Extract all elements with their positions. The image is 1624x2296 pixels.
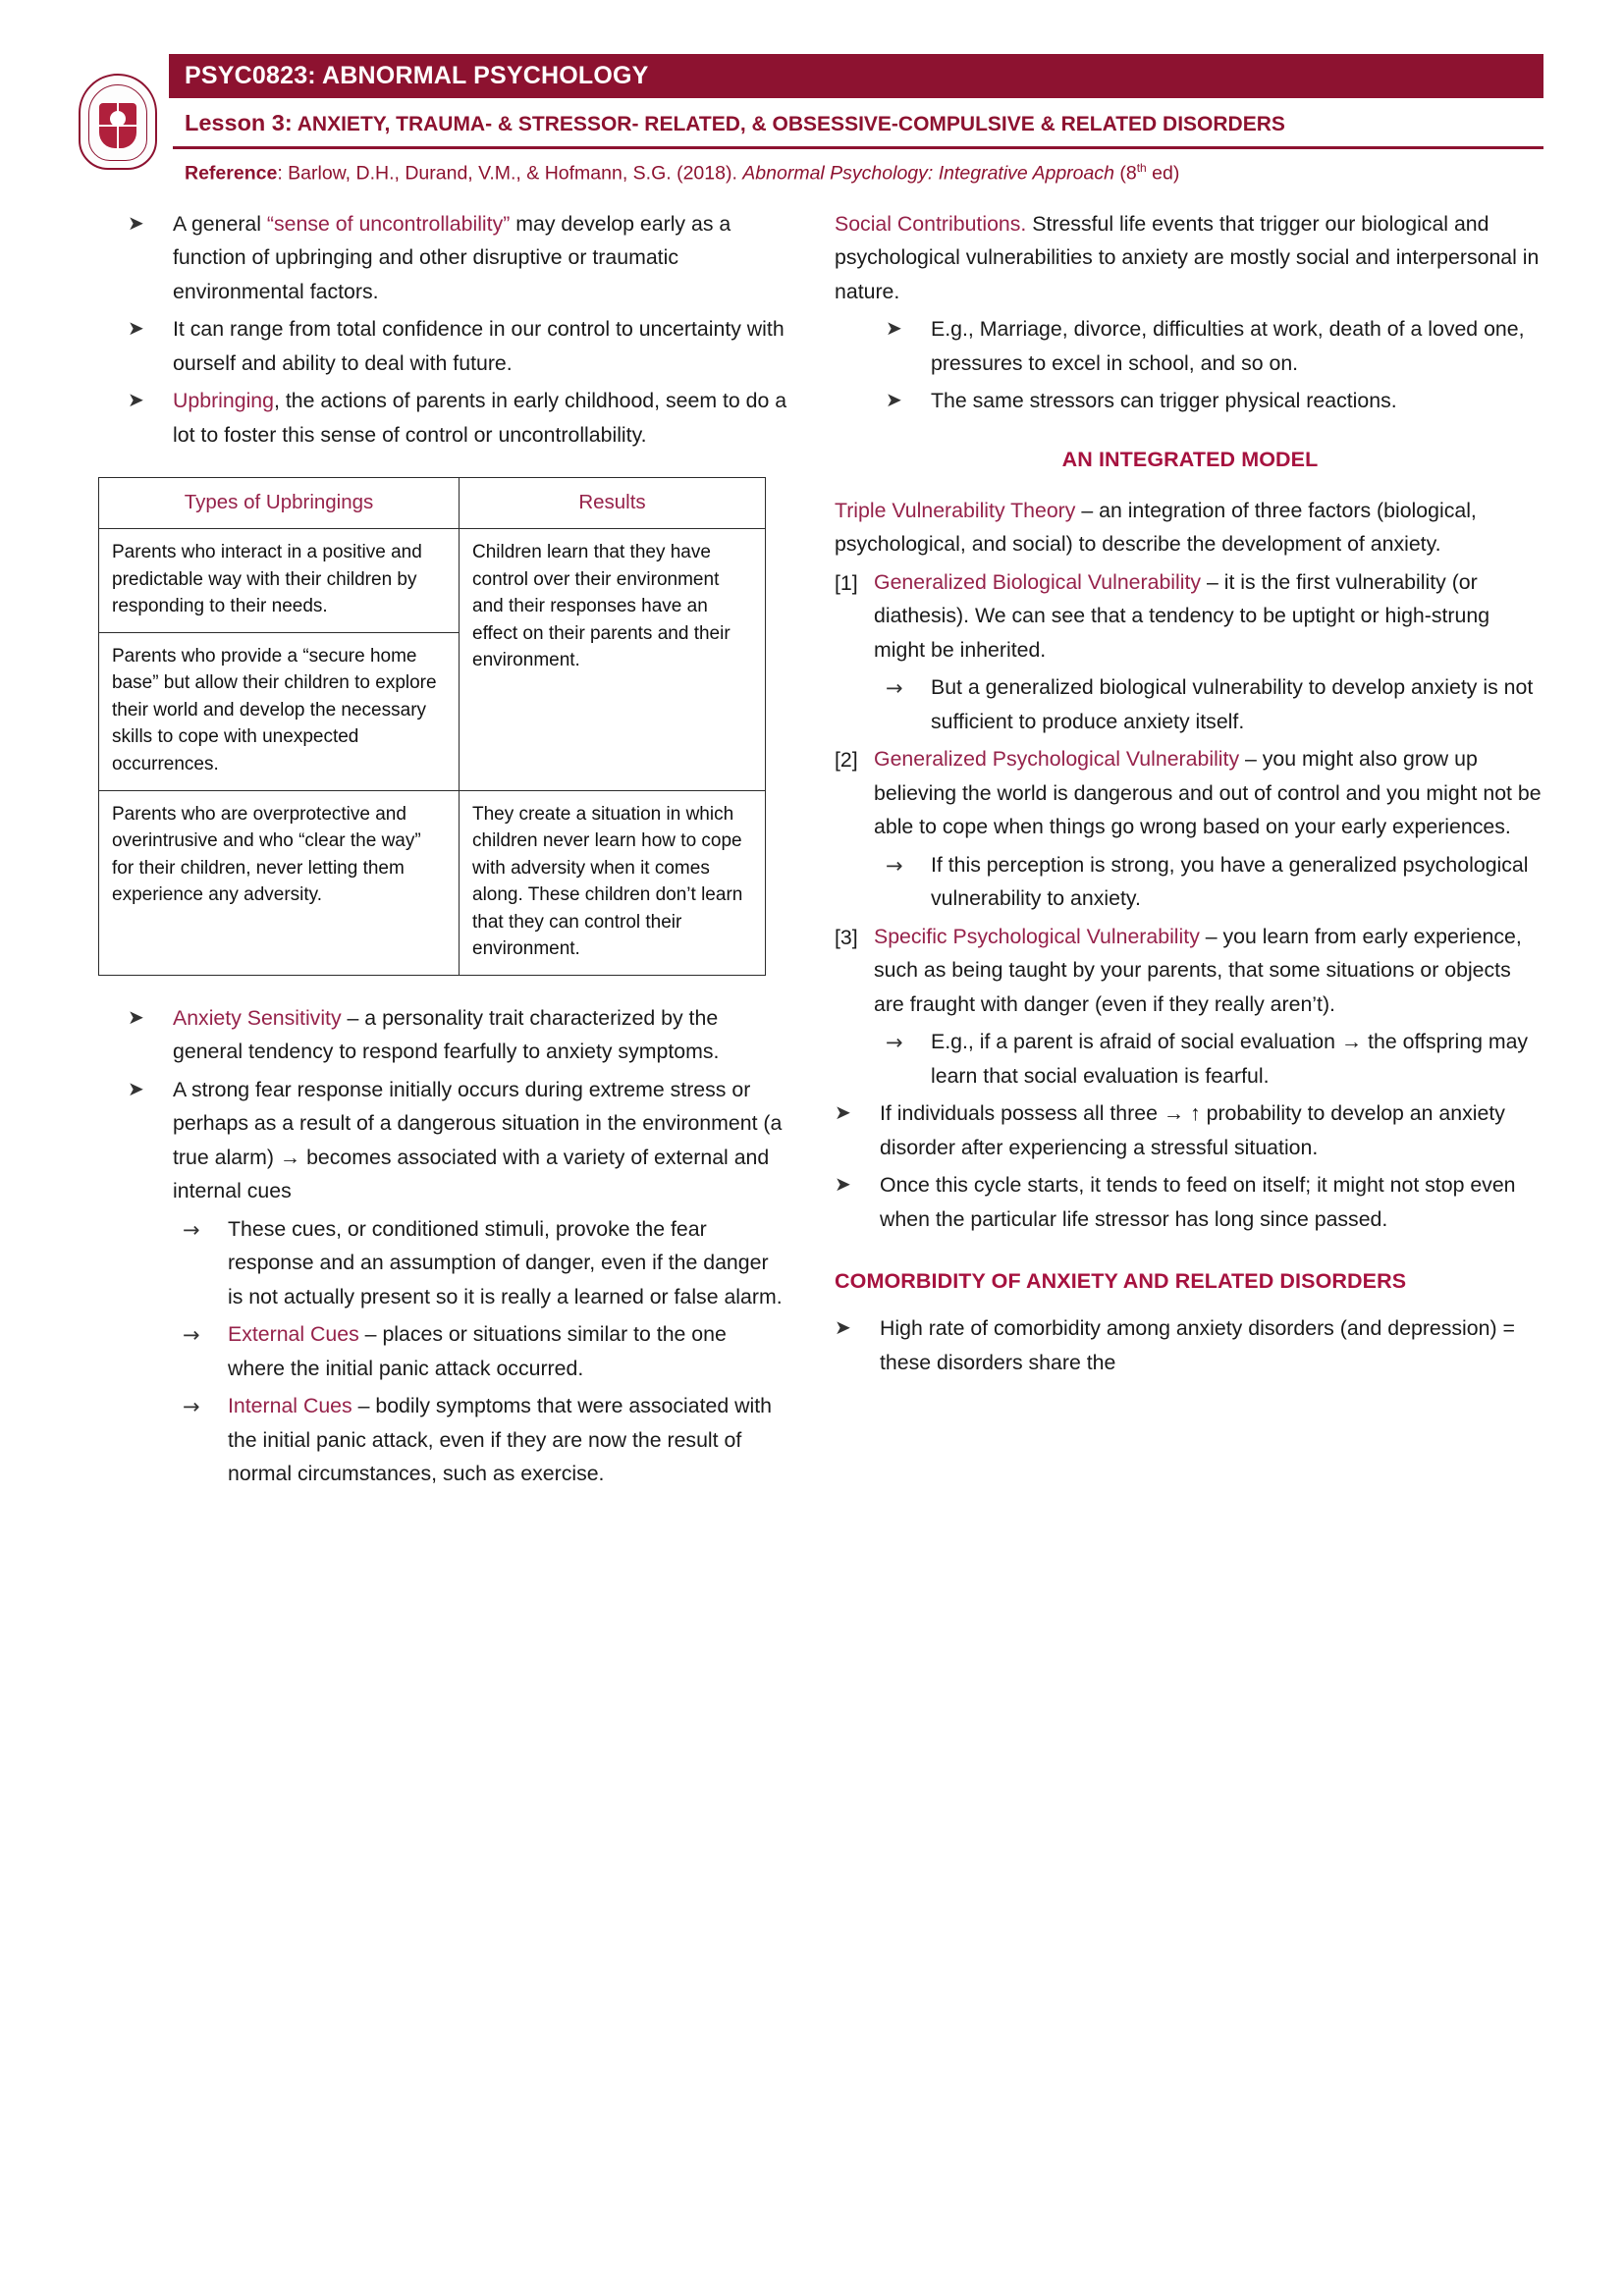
- bullet-marker: ➤: [128, 318, 144, 341]
- text-post: may develop early as a function of upbringing and other disruptive or traumatic environmental factors.: [173, 211, 731, 303]
- list-item-text: Once this cycle starts, it tends to feed on itself; it might not stop even when the particular life stressor has long since passed.: [880, 1173, 1516, 1231]
- numbered-item-text: [874, 920, 1545, 1022]
- social-contributions-paragraph: [835, 207, 1545, 309]
- triple-vulnerability-paragraph: [835, 494, 1545, 561]
- arrow-marker: →: [886, 676, 903, 701]
- list-item: [835, 1168, 1545, 1236]
- list-item: [835, 1096, 1545, 1164]
- reference-edition-sup: th: [1136, 161, 1147, 176]
- table-cell-result: Children learn that they have control over their environment and their responses have an effect on their parents and their environment.: [460, 529, 766, 790]
- left-column: [77, 207, 787, 1495]
- content-columns: [0, 186, 1624, 1495]
- list-item-text: If individuals possess all three → ↑ probability to develop an anxiety disorder after experiencing a stressful situation.: [880, 1101, 1505, 1159]
- list-item-text: If this perception is strong, you have a generalized psychological vulnerability to anxiety.: [931, 852, 1529, 911]
- list-item-text: A strong fear response initially occurs during extreme stress or perhaps as a result of a dangerous situation in the environment (a true alarm) → becomes associated with a variety of external and internal cues: [173, 1077, 783, 1203]
- list-item: [183, 1317, 787, 1385]
- bullet-marker: ➤: [128, 212, 144, 235]
- page-header: [0, 0, 1624, 186]
- highlight-term: Specific Psychological Vulnerability: [874, 924, 1200, 948]
- course-title-bar: PSYC0823: ABNORMAL PSYCHOLOGY: [169, 54, 1543, 98]
- highlight-term: Anxiety Sensitivity: [173, 1005, 342, 1030]
- number-marker: [2]: [835, 748, 858, 773]
- list-item-text: These cues, or conditioned stimuli, provoke the fear response and an assumption of danger, even if the danger is not actually present so it is really a learned or false alarm.: [228, 1216, 783, 1308]
- table-header-row: [99, 478, 766, 529]
- reference-edition-post: ed): [1146, 162, 1180, 185]
- text-pre: A general: [173, 211, 267, 236]
- arrow-marker: →: [886, 853, 903, 878]
- bullet-marker: ➤: [128, 1006, 144, 1029]
- bullet-marker: ➤: [835, 1174, 851, 1197]
- text-post: , the actions of parents in early childhood, seem to do a lot to foster this sense of control or uncontrollability.: [173, 389, 787, 447]
- bullet-marker: ➤: [886, 390, 902, 412]
- text-post: – you learn from early experience, such as being taught by your parents, that some situations or objects are fraught with danger (even if they really aren’t).: [874, 924, 1522, 1016]
- bullet-marker: ➤: [128, 390, 144, 412]
- arrow-marker: →: [183, 1217, 200, 1242]
- lesson-title-text: ANXIETY, TRAUMA- & STRESSOR- RELATED, & OBSESSIVE-COMPULSIVE & RELATED DISORDERS: [292, 113, 1285, 136]
- list-item: [886, 312, 1545, 380]
- list-item-text: High rate of comorbidity among anxiety disorders (and depression) = these disorders share the: [880, 1316, 1515, 1374]
- university-seal-icon: [73, 74, 163, 172]
- list-item-text: [228, 1317, 787, 1385]
- table-header-results: Results: [460, 478, 766, 529]
- text-post: – you might also grow up believing the world is dangerous and out of control and you might not be able to cope when things go wrong based on your early experiences.: [874, 747, 1542, 839]
- reference-text: : Barlow, D.H., Durand, V.M., & Hofmann, S.G. (2018).: [277, 162, 743, 185]
- reference-line: [169, 149, 1543, 186]
- list-item: [886, 670, 1545, 738]
- table-cell-type: Parents who interact in a positive and predictable way with their children by responding to their needs.: [99, 529, 460, 633]
- section-heading-integrated-model: AN INTEGRATED MODEL: [1061, 447, 1319, 471]
- list-item-text: [173, 384, 787, 452]
- number-marker: [3]: [835, 925, 858, 949]
- text-post: – an integration of three factors (biological, psychological, and social) to describe the development of anxiety.: [835, 498, 1477, 557]
- bullet-marker: ➤: [128, 1078, 144, 1100]
- table-row: [99, 790, 766, 975]
- list-item-text: [173, 1001, 787, 1069]
- upbringings-table: [98, 477, 766, 975]
- arrow-marker: →: [886, 1031, 903, 1055]
- text-post: – places or situations similar to the one where the initial panic attack occurred.: [228, 1322, 727, 1380]
- table-header-types: Types of Upbringings: [99, 478, 460, 529]
- reference-label: Reference: [185, 162, 278, 185]
- table-cell-type: Parents who are overprotective and overintrusive and who “clear the way” for their children, never letting them experience any adversity.: [99, 790, 460, 975]
- text-post: – it is the first vulnerability (or diathesis). We can see that a tendency to be uptight or high-strung might be inherited.: [874, 569, 1490, 662]
- section-heading-comorbidity: COMORBIDITY OF ANXIETY AND RELATED DISORDERS: [835, 1269, 1407, 1294]
- numbered-item: [835, 565, 1545, 667]
- highlight-term: Triple Vulnerability Theory: [835, 498, 1076, 522]
- list-item: [128, 1001, 787, 1069]
- text-post: Stressful life events that trigger our biological and psychological vulnerabilities to anxiety are mostly social and interpersonal in nature.: [835, 211, 1540, 303]
- bullet-marker: ➤: [835, 1317, 851, 1340]
- list-item-text: It can range from total confidence in our control to uncertainty with ourself and ability to deal with future.: [173, 317, 785, 375]
- lesson-title: [169, 98, 1543, 144]
- text-post: – a personality trait characterized by the general tendency to respond fearfully to anxiety symptoms.: [173, 1005, 720, 1064]
- table-cell-type: Parents who provide a “secure home base” but allow their children to explore their world and develop the necessary skills to cope with unexpected occurrences.: [99, 632, 460, 790]
- table-cell-result: They create a situation in which children never learn how to cope with adversity when it comes along. These children don’t learn that they can control their environment.: [460, 790, 766, 975]
- list-item-text: But a generalized biological vulnerability to develop anxiety is not sufficient to produce anxiety itself.: [931, 675, 1534, 733]
- highlight-term: Generalized Biological Vulnerability: [874, 569, 1202, 594]
- list-item: [128, 312, 787, 380]
- table-row: [99, 529, 766, 633]
- bullet-marker: ➤: [835, 1102, 851, 1125]
- list-item: [183, 1389, 787, 1491]
- number-marker: [1]: [835, 570, 858, 595]
- reference-book-title: Abnormal Psychology: Integrative Approach: [742, 162, 1114, 185]
- list-item: [886, 1025, 1545, 1093]
- lesson-label: Lesson 3:: [185, 110, 293, 136]
- list-item: [835, 1311, 1545, 1379]
- right-column: [835, 207, 1545, 1495]
- reference-edition-pre: (8: [1113, 162, 1137, 185]
- list-item-text: [173, 207, 787, 309]
- numbered-item-text: [874, 565, 1545, 667]
- numbered-item: [835, 920, 1545, 1022]
- list-item-text: [228, 1389, 787, 1491]
- list-item: [886, 384, 1545, 418]
- list-item-text: The same stressors can trigger physical reactions.: [931, 389, 1397, 413]
- highlight-term: Social Contributions.: [835, 211, 1027, 236]
- bullet-marker: ➤: [886, 318, 902, 341]
- list-item: [128, 384, 787, 452]
- list-item: [183, 1212, 787, 1314]
- highlight-term: “sense of uncontrollability”: [266, 211, 511, 236]
- list-item: [886, 848, 1545, 916]
- numbered-item-text: [874, 742, 1545, 844]
- list-item: [128, 1073, 787, 1208]
- arrow-marker: →: [183, 1323, 200, 1348]
- numbered-item: [835, 742, 1545, 844]
- arrow-marker: →: [183, 1395, 200, 1419]
- highlight-term: Internal Cues: [228, 1394, 352, 1418]
- highlight-term: Generalized Psychological Vulnerability: [874, 747, 1240, 772]
- list-item: [128, 207, 787, 309]
- highlight-term: Upbringing: [173, 389, 275, 413]
- list-item-text: E.g., if a parent is afraid of social evaluation → the offspring may learn that social evaluation is fearful.: [931, 1030, 1529, 1088]
- highlight-term: External Cues: [228, 1322, 359, 1347]
- text-post: – bodily symptoms that were associated with the initial panic attack, even if they are now the result of normal circumstances, such as exercise.: [228, 1394, 772, 1486]
- list-item-text: E.g., Marriage, divorce, difficulties at work, death of a loved one, pressures to excel in school, and so on.: [931, 317, 1525, 375]
